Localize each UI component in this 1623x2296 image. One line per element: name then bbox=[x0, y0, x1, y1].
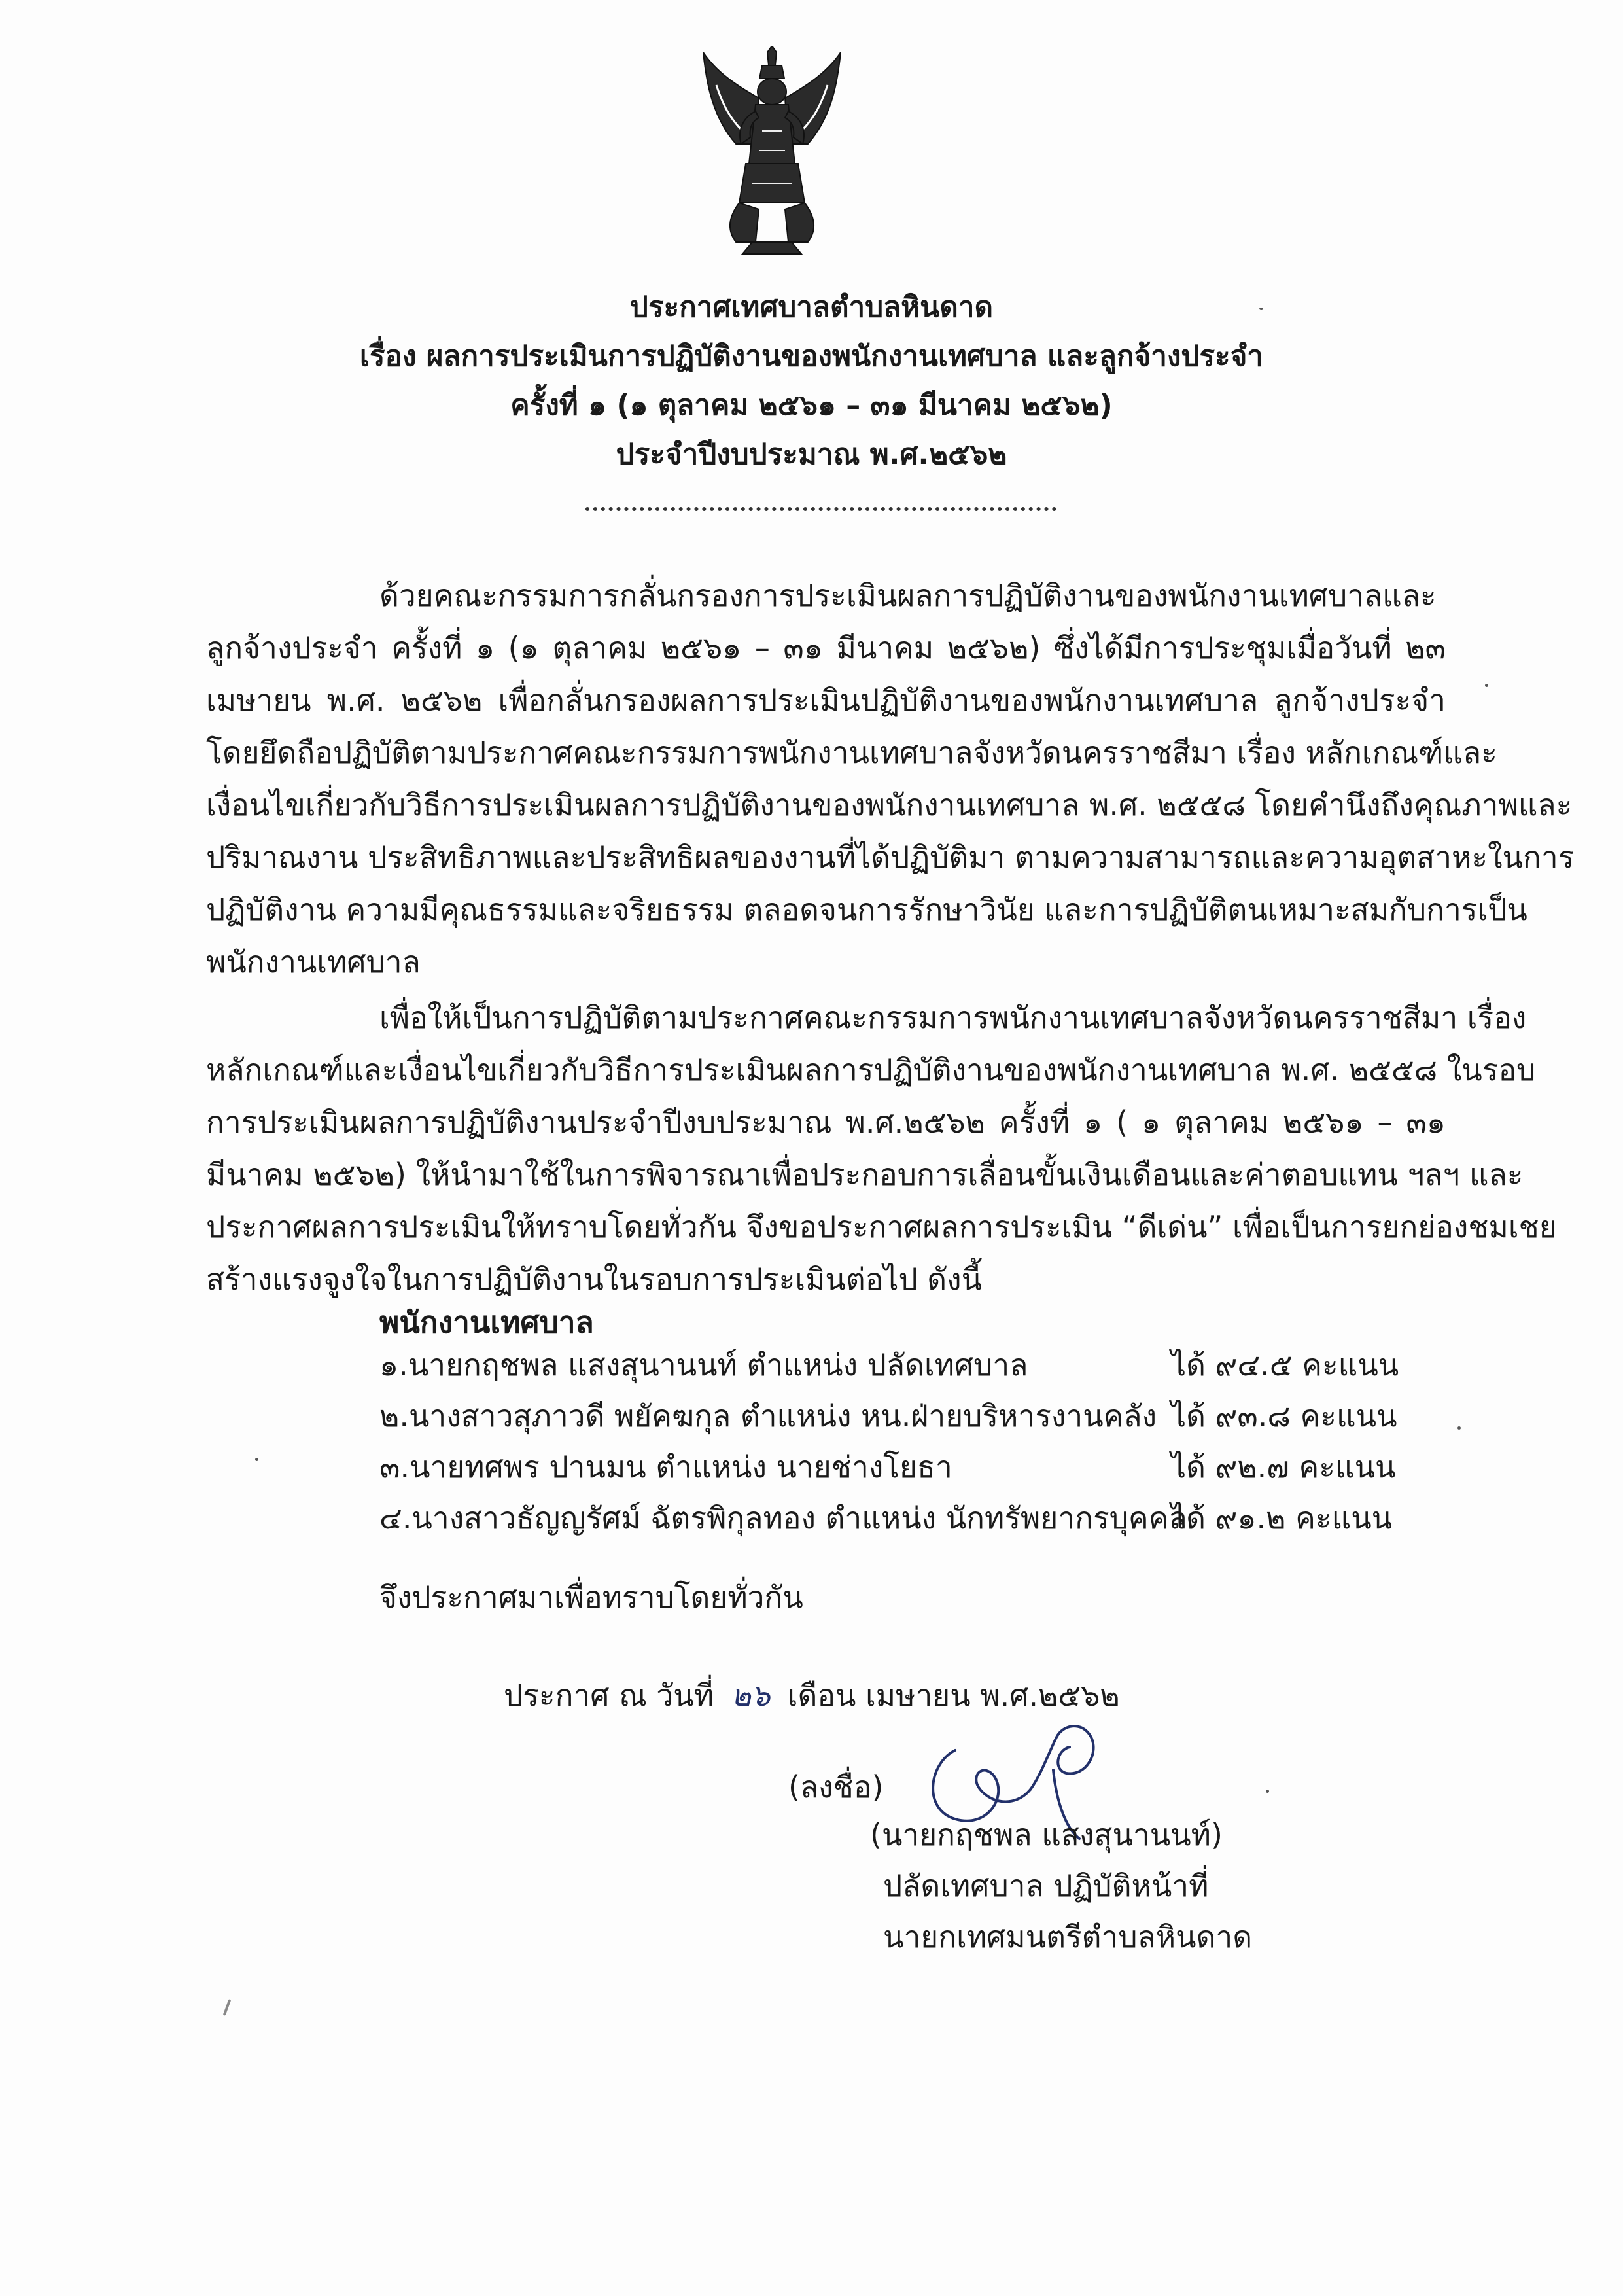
staff-row bbox=[379, 1494, 1400, 1545]
staff-score: ได้ ๙๔.๕ คะแนน bbox=[1171, 1347, 1399, 1383]
paragraph-line: สร้างแรงจูงใจในการปฏิบัติงานในรอบการประเมินต่อไป ดังนี้ bbox=[206, 1262, 983, 1297]
date-day-handwritten: ๒๖ bbox=[731, 1678, 771, 1713]
paragraph-line: ลูกจ้างประจำ ครั้งที่ ๑ (๑ ตุลาคม ๒๕๖๑ – ๓๑ มีนาคม ๒๕๖๒) ซึ่งได้มีการประชุมเมื่อวันที่ ๒๓ bbox=[206, 630, 1446, 665]
signer-name: (นายกฤชพล แสงสุนานนท์) bbox=[870, 1817, 1223, 1852]
paragraph-line: การประเมินผลการปฏิบัติงานประจำปีงบประมาณ พ.ศ.๒๕๖๒ ครั้งที่ ๑ ( ๑ ตุลาคม ๒๕๖๑ – ๓๑ bbox=[206, 1104, 1446, 1140]
staff-name-position: ๒.นางสาวสุภาวดี พยัคฆกุล ตำแหน่ง หน.ฝ่ายบริหารงานคลัง bbox=[379, 1398, 1157, 1434]
paragraph-line: เพื่อให้เป็นการปฏิบัติตามประกาศคณะกรรมการพนักงานเทศบาลจังหวัดนครราชสีมา เรื่อง bbox=[379, 1000, 1527, 1035]
paragraph-line: ด้วยคณะกรรมการกลั่นกรองการประเมินผลการปฏิบัติงานของพนักงานเทศบาลและ bbox=[379, 578, 1437, 613]
garuda-emblem-icon bbox=[690, 46, 854, 255]
scan-speck bbox=[1266, 1790, 1269, 1793]
scan-speck bbox=[223, 1999, 232, 2016]
scan-speck bbox=[1259, 308, 1263, 310]
staff-row bbox=[379, 1392, 1400, 1443]
signer-position: ปลัดเทศบาล ปฏิบัติหน้าที่ bbox=[883, 1868, 1209, 1903]
signer-acting-position: นายกเทศมนตรีตำบลหินดาด bbox=[883, 1919, 1253, 1954]
paragraph-line: เงื่อนไขเกี่ยวกับวิธีการประเมินผลการปฏิบัติงานของพนักงานเทศบาล พ.ศ. ๒๕๕๘ โดยคำนึงถึงคุณภาพและ bbox=[206, 787, 1573, 822]
staff-section-title: พนักงานเทศบาล bbox=[379, 1305, 594, 1340]
paragraph-line: ปริมาณงาน ประสิทธิภาพและประสิทธิผลของงานที่ได้ปฏิบัติมา ตามความสามารถและความอุตสาหะในการ bbox=[206, 839, 1575, 875]
announcement-heading bbox=[0, 288, 1623, 484]
closing-statement: จึงประกาศมาเพื่อทราบโดยทั่วกัน bbox=[379, 1580, 803, 1615]
heading-round: ครั้งที่ ๑ (๑ ตุลาคม ๒๕๖๑ – ๓๑ มีนาคม ๒๕๖๒) bbox=[510, 389, 1113, 422]
date-prefix: ประกาศ ณ วันที่ bbox=[504, 1678, 714, 1713]
paragraph-2 bbox=[206, 991, 1557, 1305]
heading-divider bbox=[585, 507, 1056, 511]
staff-score: ได้ ๙๑.๒ คะแนน bbox=[1171, 1500, 1393, 1536]
staff-list bbox=[379, 1341, 1400, 1545]
scan-speck bbox=[255, 1458, 258, 1461]
paragraph-line: เมษายน พ.ศ. ๒๕๖๒ เพื่อกลั่นกรองผลการประเมินปฏิบัติงานของพนักงานเทศบาล ลูกจ้างประจำ bbox=[206, 682, 1446, 718]
signature-label: (ลงชื่อ) bbox=[788, 1769, 884, 1805]
staff-row bbox=[379, 1341, 1400, 1392]
paragraph-1 bbox=[206, 569, 1575, 988]
staff-row bbox=[379, 1443, 1400, 1494]
staff-score: ได้ ๙๒.๗ คะแนน bbox=[1171, 1449, 1396, 1485]
signer-block bbox=[870, 1809, 1252, 1962]
paragraph-line: พนักงานเทศบาล bbox=[206, 944, 421, 980]
date-suffix: เดือน เมษายน พ.ศ.๒๕๖๒ bbox=[787, 1678, 1120, 1713]
paragraph-line: ปฏิบัติงาน ความมีคุณธรรมและจริยธรรม ตลอดจนการรักษาวินัย และการปฏิบัติตนเหมาะสมกับการเป็น bbox=[206, 892, 1527, 927]
paragraph-line: มีนาคม ๒๕๖๒) ให้นำมาใช้ในการพิจารณาเพื่อประกอบการเลื่อนขั้นเงินเดือนและค่าตอบแทน ฯลฯ และ bbox=[206, 1157, 1524, 1192]
heading-fiscal-year: ประจำปีงบประมาณ พ.ศ.๒๕๖๒ bbox=[616, 438, 1007, 471]
heading-title: ประกาศเทศบาลตำบลหินดาด bbox=[629, 291, 994, 324]
staff-name-position: ๑.นายกฤชพล แสงสุนานนท์ ตำแหน่ง ปลัดเทศบาล bbox=[379, 1347, 1028, 1383]
scan-speck bbox=[1485, 684, 1488, 687]
staff-name-position: ๔.นางสาวธัญญรัศม์ ฉัตรพิกุลทอง ตำแหน่ง นักทรัพยากรบุคคล bbox=[379, 1500, 1187, 1536]
staff-name-position: ๓.นายทศพร ปานมน ตำแหน่ง นายช่างโยธา bbox=[379, 1449, 952, 1485]
scan-speck bbox=[1457, 1426, 1461, 1430]
heading-subject: เรื่อง ผลการประเมินการปฏิบัติงานของพนักงานเทศบาล และลูกจ้างประจำ bbox=[359, 340, 1264, 373]
paragraph-line: หลักเกณฑ์และเงื่อนไขเกี่ยวกับวิธีการประเมินผลการปฏิบัติงานของพนักงานเทศบาล พ.ศ. ๒๕๕๘ ในรอบ bbox=[206, 1052, 1536, 1087]
staff-score: ได้ ๙๓.๘ คะแนน bbox=[1171, 1398, 1397, 1434]
paragraph-line: ประกาศผลการประเมินให้ทราบโดยทั่วกัน จึงขอประกาศผลการประเมิน “ดีเด่น” เพื่อเป็นการยกย่องชมเชย bbox=[206, 1209, 1557, 1245]
paragraph-line: โดยยึดถือปฏิบัติตามประกาศคณะกรรมการพนักงานเทศบาลจังหวัดนครราชสีมา เรื่อง หลักเกณฑ์และ bbox=[206, 735, 1497, 770]
